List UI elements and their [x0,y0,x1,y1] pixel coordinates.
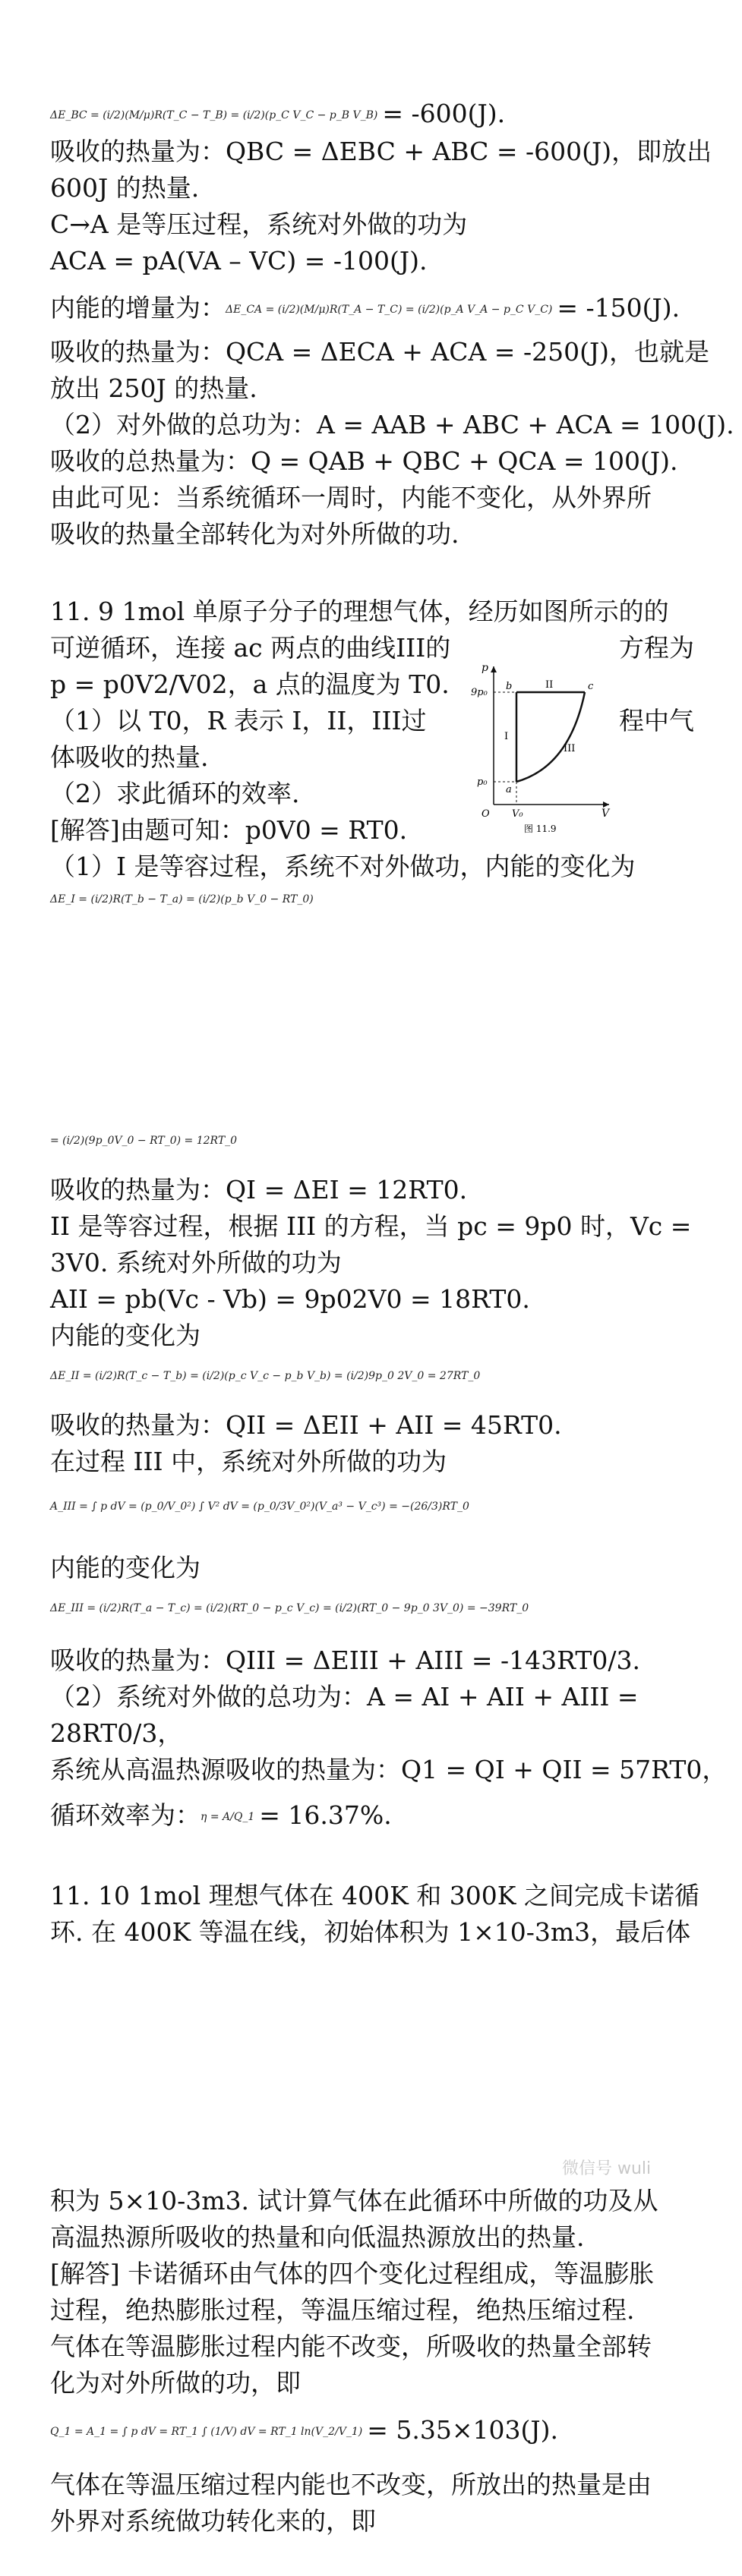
formula-image: ΔE_BC = (i/2)(M/μ)R(T_C − T_B) = (i/2)(p_C V_C − p_B V_B) [50,109,378,121]
formula-image: ΔE_I = (i/2)R(T_b − T_a) = (i/2)(p_b V_0 − RT_0) [50,893,314,905]
text-line: 内能的变化为 [50,1553,200,1582]
tick-p0: p₀ [477,776,488,788]
formula-image: = (i/2)(9p_0V_0 − RT_0) = 12RT_0 [50,1135,238,1147]
text-line: 可逆循环，连接 ac 两点的曲线III的 [50,633,451,663]
text-line: AII = pb(Vc - Vb) = 9p02V0 = 18RT0. [50,1284,530,1314]
formula-image: ΔE_III = (i/2)R(T_a − T_c) = (i/2)(RT_0 − p_c V_c) = (i/2)(RT_0 − 9p_0 3V_0) = −39RT_0 [50,1602,529,1614]
formula-result: = -150(J). [557,293,680,323]
point-a-label: a [506,784,512,795]
formula-image: ΔE_II = (i/2)R(T_c − T_b) = (i/2)(p_c V_c − p_b V_b) = (i/2)9p_0 2V_0 = 27RT_0 [50,1370,481,1382]
axis-label-v: V [601,808,610,820]
text-line [50,1799,712,1834]
text-line: 在过程 III 中，系统对外所做的功为 [50,1447,447,1476]
problem-heading: 11. 9 1mol 单原子分子的理想气体，经历如图所示的的 [50,597,669,626]
text-line: 过程，绝热膨胀过程，等温压缩过程，绝热压缩过程. [50,2295,635,2325]
text-line: 吸收的总热量为：Q = QAB + QBC + QCA = 100(J). [50,446,678,476]
text-line: 由此可见：当系统循环一周时，内能不变化，从外界所 [50,483,652,512]
text-line: 环. 在 400K 等温在线，初始体积为 1×10-3m3，最后体 [50,1917,691,1947]
process-II-label: II [545,679,554,691]
text-line: 吸收的热量全部转化为对外所做的功. [50,519,459,549]
text-line: （2）求此循环的效率. [50,779,300,808]
text-line: ACA = pA(VA – VC) = -100(J). [50,246,428,276]
text-line: 外界对系统做功转化来的，即 [50,2506,376,2536]
text-line [50,97,712,132]
text-line: 气体在等温压缩过程内能也不改变，所放出的热量是由 [50,2470,652,2499]
text-line: 气体在等温膨胀过程内能不改变，所吸收的热量全部转 [50,2332,652,2361]
text-line: 积为 5×10-3m3. 试计算气体在此循环中所做的功及从 [50,2186,658,2215]
text-line: 吸收的热量为：QIII = ΔEIII + AIII = -143RT0/3. [50,1645,641,1675]
process-I-label: I [504,731,509,742]
formula-result: = 16.37%. [259,1800,392,1830]
text-line: 吸收的热量为：QI = ΔEI = 12RT0. [50,1175,468,1205]
text-line: [解答] 卡诺循环由气体的四个变化过程组成，等温膨胀 [50,2259,655,2288]
text-line: 吸收的热量为：QBC = ΔEBC + ABC = -600(J)，即放出 [50,137,712,166]
text-line: 放出 250J 的热量. [50,373,257,403]
text-line: 体吸收的热量. [50,742,209,772]
point-c-label: c [588,681,594,692]
text-line: 程中气 [619,706,694,735]
formula-result: = -600(J). [382,99,506,128]
text-line: （2）系统对外做的总功为：A = AI + AII + AIII = [50,1682,639,1712]
formula-image: A_III = ∫ p dV = (p_0/V_0²) ∫ V² dV = (p_0/3V_0²)(V_a³ − V_c³) = −(26/3)RT_0 [50,1501,469,1513]
text-line: 化为对外所做的功，即 [50,2368,301,2398]
text-line: （1）I 是等容过程，系统不对外做功，内能的变化为 [50,852,636,881]
origin-label: O [482,808,490,820]
point-b-label: b [506,681,513,692]
problem-heading: 11. 10 1mol 理想气体在 400K 和 300K 之间完成卡诺循 [50,1881,699,1910]
formula-image: η = A/Q_1 [200,1811,255,1823]
tick-v0: V₀ [512,808,523,820]
text-line: 吸收的热量为：QII = ΔEII + AII = 45RT0. [50,1410,562,1440]
formula-result: = 5.35×103(J). [367,2415,558,2445]
formula-image: Q_1 = A_1 = ∫ p dV = RT_1 ∫ (1/V) dV = RT_1 ln(V_2/V_1) [50,2426,363,2438]
text-line: 600J 的热量. [50,173,200,203]
process-III-label: III [564,743,576,754]
text-line: 方程为 [619,633,694,663]
text-line: [解答]由题可知：p0V0 = RT0. [50,815,408,845]
text-line [50,291,712,326]
text-line [50,2414,712,2448]
text-line: 高温热源所吸收的热量和向低温热源放出的热量. [50,2222,585,2252]
axis-label-p: p [482,662,488,674]
text-line: p = p0V2/V02，a 点的温度为 T0. [50,669,450,699]
figure-caption: 图 11.9 [524,824,557,834]
text-line: 系统从高温热源吸收的热量为：Q1 = QI + QII = 57RT0， [50,1755,728,1784]
pv-diagram-figure [471,660,615,835]
text-line: 28RT0/3， [50,1718,183,1748]
formula-image: ΔE_CA = (i/2)(M/μ)R(T_A − T_C) = (i/2)(p_A V_A − p_C V_C) [226,304,553,316]
text-line: （1）以 T0，R 表示 I，II，III过 [50,706,427,735]
text-line: 3V0. 系统对外所做的功为 [50,1248,342,1277]
text-line: II 是等容过程，根据 III 的方程，当 pc = 9p0 时，Vc = [50,1211,692,1241]
text-line: 吸收的热量为：QCA = ΔECA + ACA = -250(J)，也就是 [50,337,710,367]
tick-9p0: 9p₀ [471,687,488,698]
text-span: 循环效率为： [50,1800,200,1830]
text-line: （2）对外做的总功为：A = AAB + ABC + ACA = 100(J). [50,410,734,439]
text-line: C→A 是等压过程，系统对外做的功为 [50,209,468,239]
watermark: 微信号 wuli [562,2159,652,2178]
text-line: 内能的变化为 [50,1321,200,1350]
text-span: 内能的增量为： [50,293,226,323]
